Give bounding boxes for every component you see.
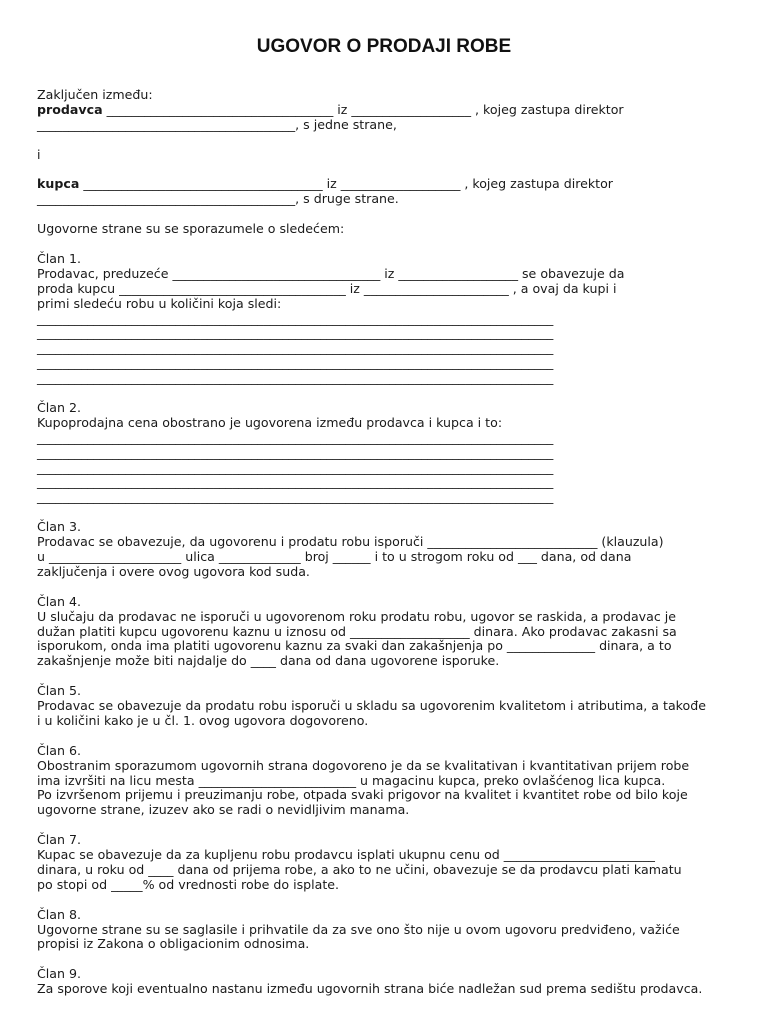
article-text-line: Prodavac se obavezuje da prodatu robu isporuči u skladu sa ugovorenim kvalitetom i atributima, a takođe [37, 698, 706, 714]
article-4 [37, 595, 731, 670]
article-heading: Član 8. [37, 906, 82, 922]
article-text-line: i u količini kako je u čl. 1. ovog ugovora dogovoreno. [37, 712, 369, 728]
article-5 [37, 684, 731, 729]
article-text-line: ugovorne strane, izuzev ako se radi o nevidljivim manama. [37, 802, 410, 818]
article-6 [37, 744, 731, 819]
article-text-line: Ugovorne strane su se saglasile i prihvatile da za sve ono što nije u ovom ugovoru predviđeno, važiće [37, 921, 680, 937]
article-text-line: Kupac se obavezuje da za kupljenu robu prodavcu isplati ukupnu cenu od ________________________ [37, 847, 655, 863]
document-title: UGOVOR O PRODAJI ROBE [256, 36, 512, 57]
article-text-line: Prodavac se obavezuje, da ugovorenu i prodatu robu isporuči ___________________________ (klauzula) [37, 534, 664, 550]
article-2 [37, 401, 731, 505]
article-heading: Član 6. [37, 742, 82, 758]
fill-in-line: __________________________________________________________________________________ [37, 459, 554, 475]
fill-in-line: __________________________________________________________________________________ [37, 310, 554, 326]
parties-section [37, 88, 731, 207]
seller-label: prodavca [37, 101, 103, 117]
article-9 [37, 967, 731, 997]
agreement-text: Ugovorne strane su se sporazumele o sledećem: [37, 221, 345, 237]
article-heading: Član 7. [37, 832, 82, 848]
article-text-line: ima izvršiti na licu mesta _________________________ u magacinu kupca, preko ovlašćenog lica kupca. [37, 772, 666, 788]
article-heading: Član 2. [37, 399, 82, 415]
article-7 [37, 833, 731, 893]
article-text-line: U slučaju da prodavac ne isporuči u ugovorenom roku prodatu robu, ugovor se raskida, a prodavac je [37, 608, 677, 624]
article-heading: Član 5. [37, 683, 82, 699]
seller-fields: ____________________________________ iz ___________________ , kojeg zastupa direktor [102, 101, 624, 117]
article-text-line: zakašnjenje može biti najdalje do ____ dana od dana ugovorene isporuke. [37, 653, 500, 669]
article-text-line: dinara, u roku od ____ dana od prijema robe, a ako to ne učini, obavezuje se da prodavcu plati kamatu [37, 861, 682, 877]
fill-in-line: __________________________________________________________________________________ [37, 474, 554, 490]
article-8 [37, 908, 731, 953]
buyer-label: kupca [37, 176, 80, 192]
article-heading: Član 9. [37, 966, 82, 982]
fill-in-line: __________________________________________________________________________________ [37, 489, 554, 505]
fill-in-line: __________________________________________________________________________________ [37, 444, 554, 460]
fill-in-line: __________________________________________________________________________________ [37, 325, 554, 341]
article-1 [37, 252, 731, 386]
article-heading: Član 1. [37, 250, 82, 266]
article-text-line: u _____________________ ulica _____________ broj ______ i to u strogom roku od ___ dana, od dana [37, 549, 632, 564]
fill-in-line: __________________________________________________________________________________ [37, 340, 554, 356]
buyer-fields: ______________________________________ iz ___________________ , kojeg zastupa direktor [79, 176, 613, 192]
agreement-statement [37, 222, 731, 237]
article-3 [37, 520, 731, 580]
fill-in-line: __________________________________________________________________________________ [37, 429, 554, 445]
article-text-line: isporukom, onda ima platiti ugovorenu kaznu za svaki dan zakašnjenja po ______________ dinara, a to [37, 638, 672, 654]
article-text-line: Obostranim sporazumom ugovornih strana dogovoreno je da se kvalitativan i kvantitativan prijem robe [37, 757, 690, 773]
article-text-line: Prodavac, preduzeće _________________________________ iz ___________________ se obavezuje da [37, 265, 625, 281]
article-heading: Član 4. [37, 593, 82, 609]
parties-intro: Zaključen između: [37, 87, 153, 102]
buyer-line [37, 177, 731, 192]
and-separator: i [37, 146, 41, 162]
buyer-director-line: _________________________________________, s druge strane. [37, 191, 399, 207]
article-text-line: Kupoprodajna cena obostrano je ugovorena između prodavca i kupca i to: [37, 414, 503, 430]
contract-body [37, 88, 731, 1012]
article-text-line: Za sporove koji eventualno nastanu između ugovornih strana biće nadležan sud prema sedištu prodavca. [37, 981, 703, 997]
articles-list [37, 252, 731, 997]
article-text-line: po stopi od _____% od vrednosti robe do isplate. [37, 876, 340, 892]
fill-in-line: __________________________________________________________________________________ [37, 370, 554, 386]
seller-line [37, 103, 731, 118]
fill-in-line: __________________________________________________________________________________ [37, 355, 554, 371]
article-text-line: propisi iz Zakona o obligacionim odnosima. [37, 936, 310, 952]
article-text-line: primi sledeću robu u količini koja sledi: [37, 295, 282, 311]
article-text-line: proda kupcu ____________________________________ iz _______________________ , a ovaj da kupi i [37, 280, 617, 296]
article-text-line: zaključenja i overe ovog ugovora kod suda. [37, 563, 310, 579]
article-heading: Član 3. [37, 519, 82, 535]
article-text-line: Po izvršenom prijemu i preuzimanju robe, otpada svaki prigovor na kvalitet i kvantitet robe od bilo koje [37, 787, 688, 803]
seller-director-line: _________________________________________, s jedne strane, [37, 116, 397, 132]
article-text-line: dužan platiti kupcu ugovorenu kaznu u iznosu od ___________________ dinara. Ako prodavac zakasni sa [37, 623, 677, 639]
